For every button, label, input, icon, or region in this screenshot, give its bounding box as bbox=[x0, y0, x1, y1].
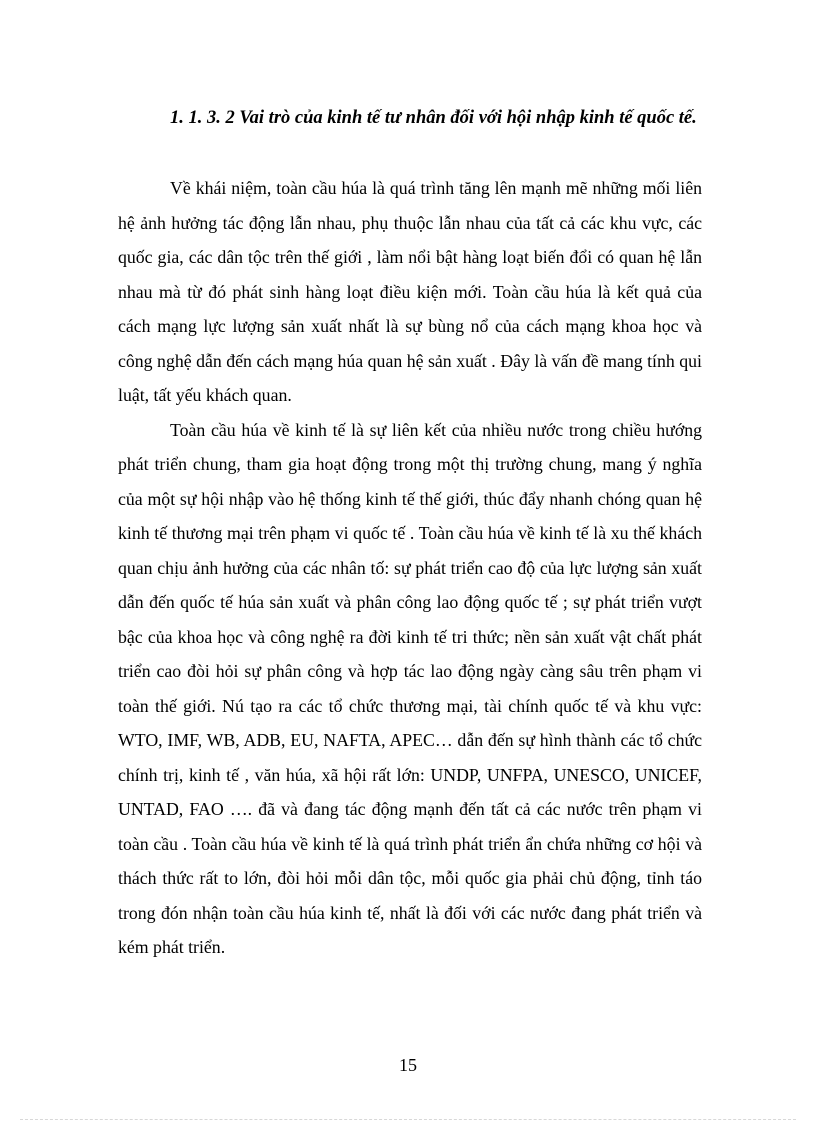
paragraph-economic-globalization: Toàn cầu húa về kinh tế là sự liên kết của nhiều nước trong chiều hướng phát triển chung, tham gia hoạt động trong một thị trường chung, mang ý nghĩa của một sự hội nhập vào hệ thống kinh tế thế giới, thúc đẩy nhanh chóng quan hệ kinh tế thương mại trên phạm vi quốc tế . Toàn cầu húa về kinh tế là xu thế khách quan chịu ảnh hưởng của các nhân tố: sự phát triển cao độ của lực lượng sản xuất dẫn đến quốc tế húa sản xuất và phân công lao động quốc tế ; sự phát triển vượt bậc của khoa học và công nghệ ra đời kinh tế tri thức; nền sản xuất vật chất phát triển cao đòi hỏi sự phân công và hợp tác lao động ngày càng sâu trên phạm vi toàn thế giới. Nú tạo ra các tổ chức thương mại, tài chính quốc tế và khu vực: WTO, IMF, WB, ADB, EU, NAFTA, APEC… dẫn đến sự hình thành các tổ chức chính trị, kinh tế , văn húa, xã hội rất lớn: UNDP, UNFPA, UNESCO, UNICEF, UNTAD, FAO …. đã và đang tác động mạnh đến tất cả các nước trên phạm vi toàn cầu . Toàn cầu húa về kinh tế là quá trình phát triển ẩn chứa những cơ hội và thách thức rất to lớn, đòi hỏi mỗi dân tộc, mỗi quốc gia phải chủ động, tỉnh táo trong đón nhận toàn cầu húa kinh tế, nhất là đối với các nước đang phát triển và kém phát triển. bbox=[118, 419, 702, 957]
page-bottom-divider bbox=[20, 1119, 796, 1120]
page-number: 15 bbox=[399, 1055, 417, 1075]
paragraph-globalization-concept: Về khái niệm, toàn cầu húa là quá trình tăng lên mạnh mẽ những mối liên hệ ảnh hưởng tác động lẫn nhau, phụ thuộc lẫn nhau của tất cả các khu vực, các quốc gia, các dân tộc trên thế giới , làm nổi bật hàng loạt biến đổi có quan hệ lẫn nhau mà từ đó phát sinh hàng loạt điều kiện mới. Toàn cầu húa là kết quả của cách mạng lực lượng sản xuất nhất là sự bùng nổ của cách mạng khoa học và công nghệ dẫn đến cách mạng húa quan hệ sản xuất . Đây là vấn đề mang tính qui luật, tất yếu khách quan. bbox=[118, 178, 702, 405]
section-heading: 1. 1. 3. 2 Vai trò của kinh tế tư nhân đối với hội nhập kinh tế quốc tế. bbox=[170, 108, 697, 128]
body-text bbox=[118, 171, 702, 965]
